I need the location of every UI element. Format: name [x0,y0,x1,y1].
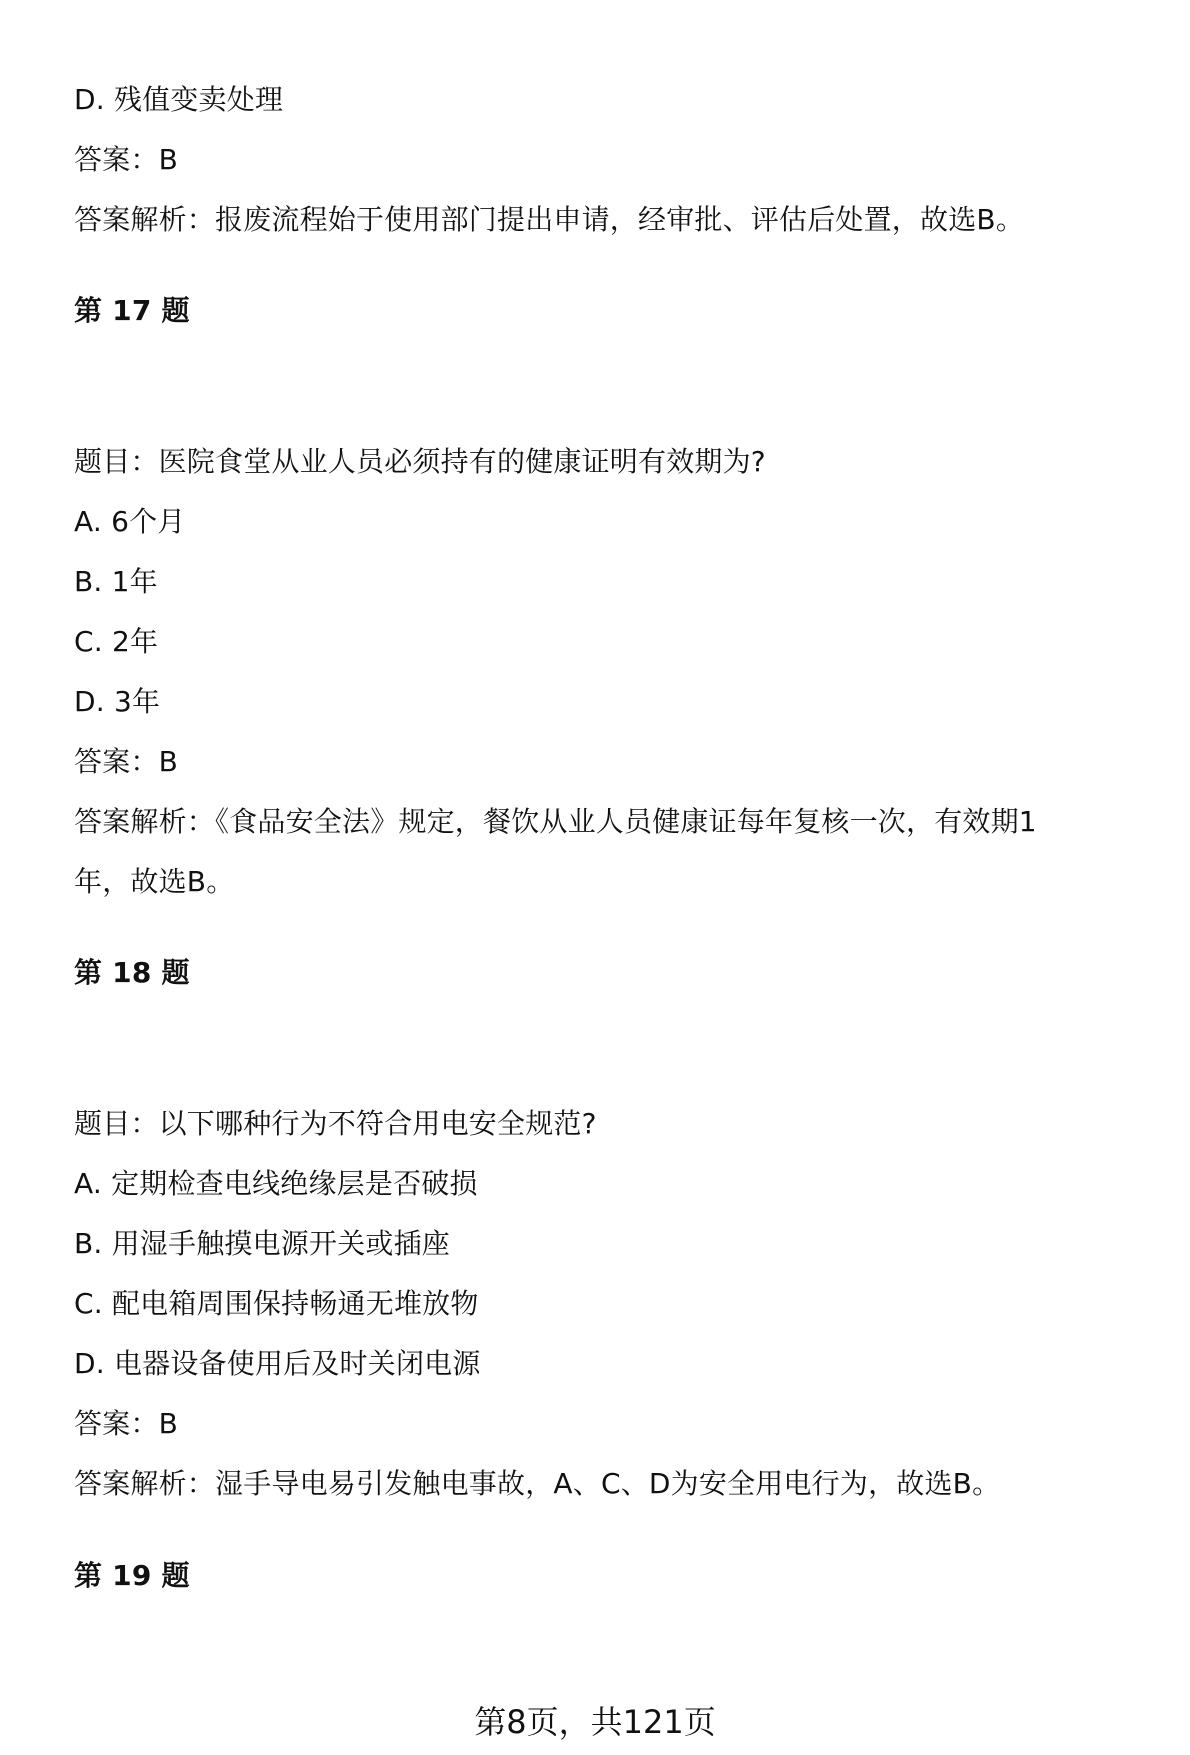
q17-option-c: C. 2年 [74,625,159,658]
page-number: 第8页，共121页 [474,1703,716,1741]
prev-option-d: D. 残值变卖处理 [74,83,284,116]
q17-option-d: D. 3年 [74,685,161,718]
q18-option-a: A. 定期检查电线绝缘层是否破损 [74,1167,478,1200]
q18-stem: 题目：以下哪种行为不符合用电安全规范? [74,1107,597,1140]
q18-option-c: C. 配电箱周围保持畅通无堆放物 [74,1287,479,1320]
q17-answer: 答案：B [74,745,179,778]
prev-answer: 答案：B [74,143,179,176]
q17-option-b: B. 1年 [74,565,158,598]
q19-heading: 第 19 题 [74,1559,190,1592]
q18-heading: 第 18 题 [74,956,190,989]
q18-option-b: B. 用湿手触摸电源开关或插座 [74,1227,451,1260]
q17-option-a: A. 6个月 [74,505,186,538]
q18-answer: 答案：B [74,1407,179,1440]
prev-explanation: 答案解析：报废流程始于使用部门提出申请，经审批、评估后处置，故选B。 [74,203,1025,236]
q17-stem: 题目：医院食堂从业人员必须持有的健康证明有效期为? [74,445,766,478]
q17-explanation-line1: 答案解析：《食品安全法》规定，餐饮从业人员健康证每年复核一次，有效期1 [74,805,1037,838]
q18-option-d: D. 电器设备使用后及时关闭电源 [74,1347,481,1380]
q17-heading: 第 17 题 [74,294,190,327]
q17-explanation-line2: 年，故选B。 [74,865,235,898]
q18-explanation: 答案解析：湿手导电易引发触电事故，A、C、D为安全用电行为，故选B。 [74,1467,1001,1500]
